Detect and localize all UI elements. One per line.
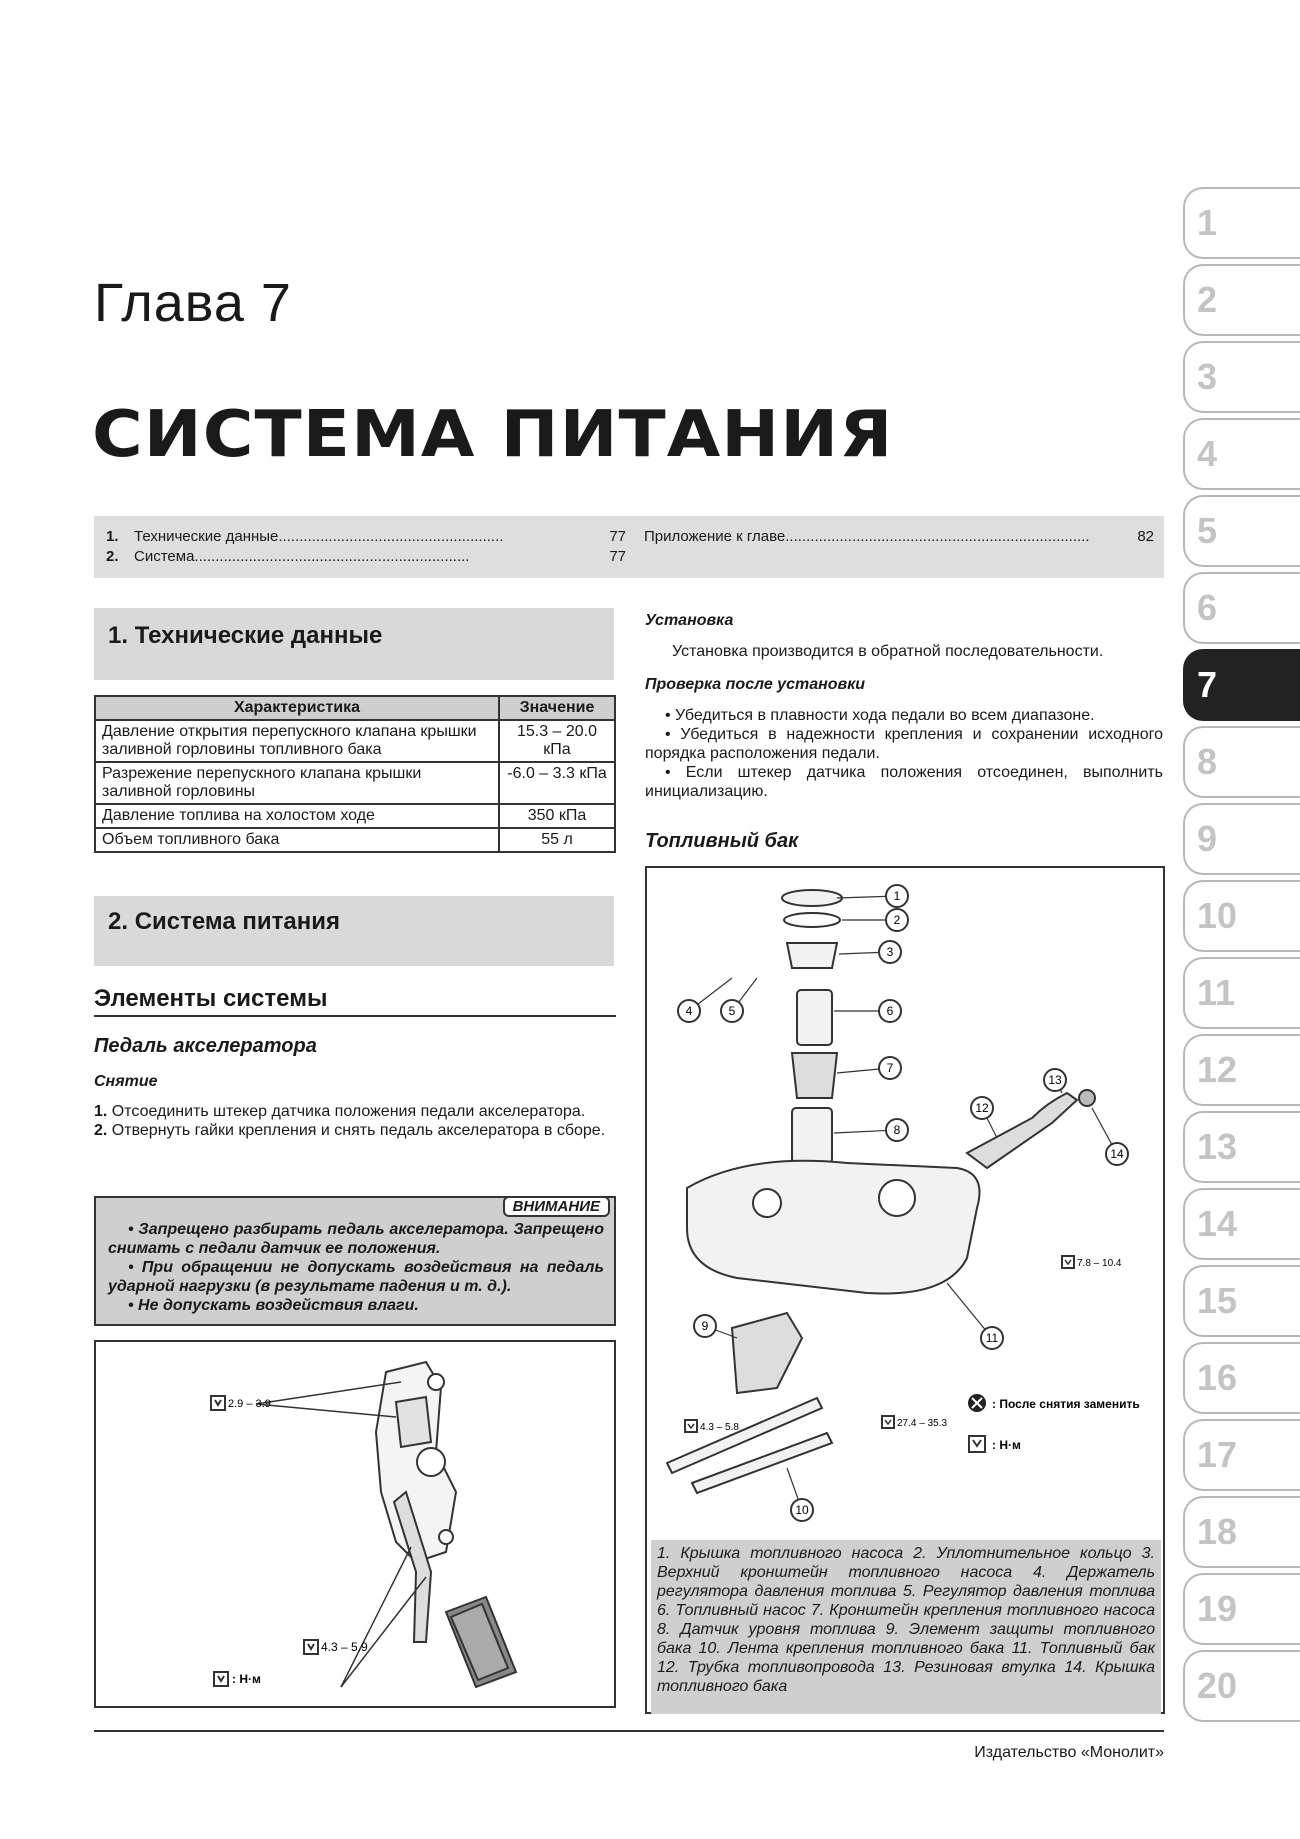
- removal-heading: Снятие: [94, 1073, 158, 1090]
- check-heading: Проверка после установки: [645, 676, 866, 693]
- tab-chapter-7[interactable]: 7: [1183, 649, 1300, 721]
- list-item: • Если штекер датчика положения отсоединен, выполнить инициализацию.: [645, 764, 1163, 800]
- check-list: [645, 706, 1163, 801]
- torque-unit-label: : Н·м: [232, 1672, 261, 1686]
- tab-chapter-16[interactable]: 16: [1183, 1342, 1300, 1414]
- warning-box: ВНИМАНИЕ • Запрещено разбирать педаль акселератора. Запрещено снимать с педали датчик ее положения. • При обращении не допускать воздействия на педаль ударной нагрузки (в результате падения и т. д.). • Не допускать воздействия влаги.: [94, 1196, 616, 1326]
- callout-number: 14: [1110, 1147, 1124, 1161]
- tab-chapter-14[interactable]: 14: [1183, 1188, 1300, 1260]
- callout-number: 2: [893, 913, 901, 927]
- fuel-tank-figure: [645, 866, 1165, 1714]
- callout-number: 3: [886, 945, 894, 959]
- callout-number: 6: [886, 1004, 894, 1018]
- torque-label-bottom: 4.3 – 5.9: [321, 1640, 368, 1654]
- tab-chapter-10[interactable]: 10: [1183, 880, 1300, 952]
- list-item: • Убедиться в надежности крепления и сохранении исходного порядка расположения педали.: [645, 726, 1163, 762]
- callout-number: 9: [701, 1319, 709, 1333]
- footer-publisher: Издательство «Монолит»: [974, 1744, 1164, 1761]
- toc-item[interactable]: Приложение к главе......................................................................... 82: [644, 528, 1154, 545]
- list-item: 1. Отсоединить штекер датчика положения педали акселератора.: [94, 1103, 586, 1120]
- section-2-header: 2. Система питания: [94, 896, 614, 966]
- page-title: СИСТЕМА ПИТАНИЯ: [92, 398, 894, 472]
- torque-label: 4.3 – 5.8: [700, 1422, 739, 1433]
- table-of-contents: [94, 516, 1164, 578]
- tab-chapter-15[interactable]: 15: [1183, 1265, 1300, 1337]
- table-row: Объем топливного бака 55 л: [95, 828, 615, 852]
- tab-chapter-18[interactable]: 18: [1183, 1496, 1300, 1568]
- torque-icon: [214, 1672, 228, 1686]
- pedal-figure: [94, 1340, 616, 1708]
- torque-icon: [304, 1640, 318, 1654]
- callout-number: 8: [893, 1123, 901, 1137]
- removal-steps: [94, 1102, 616, 1140]
- callout-number: 4: [685, 1004, 693, 1018]
- callout-number: 1: [893, 889, 901, 903]
- list-item: 2. Отвернуть гайки крепления и снять педаль акселератора в сборе.: [94, 1122, 606, 1139]
- tab-chapter-1[interactable]: 1: [1183, 187, 1300, 259]
- footer-rule: [94, 1730, 1164, 1732]
- callout-number: 12: [975, 1101, 989, 1115]
- tab-chapter-12[interactable]: 12: [1183, 1034, 1300, 1106]
- tab-chapter-20[interactable]: 20: [1183, 1650, 1300, 1722]
- torque-label: 7.8 – 10.4: [1077, 1258, 1122, 1269]
- spec-table: Характеристика Значение Давление открытия перепускного клапана крышки заливной горловины топливного бака 15.3 – 20.0 кПа Разрежение перепускного клапана крышки заливной горловины -6.0 – 3.3 кПа Давление топлива на холостом ходе 350 кПа Объем топливного бака 55 л: [94, 695, 616, 853]
- section-1-header: 1. Технические данные: [94, 608, 614, 680]
- callout-number: 5: [728, 1004, 736, 1018]
- torque-icon: [882, 1416, 894, 1428]
- tab-chapter-8[interactable]: 8: [1183, 726, 1300, 798]
- tab-chapter-4[interactable]: 4: [1183, 418, 1300, 490]
- pedal-heading: Педаль акселератора: [94, 1035, 317, 1057]
- toc-item[interactable]: 2. Система.................................................................. 77: [106, 548, 626, 565]
- torque-label-top: 2.9 – 3.9: [228, 1398, 271, 1410]
- tab-chapter-19[interactable]: 19: [1183, 1573, 1300, 1645]
- heading-rule: [94, 1015, 616, 1017]
- elements-heading: Элементы системы: [94, 985, 328, 1012]
- replace-icon: [968, 1394, 986, 1412]
- callout-number: 7: [886, 1061, 894, 1075]
- replace-note: : После снятия заменить: [992, 1397, 1140, 1411]
- tab-chapter-5[interactable]: 5: [1183, 495, 1300, 567]
- pedal-diagram: [96, 1342, 614, 1706]
- torque-icon: [969, 1436, 985, 1452]
- tab-chapter-6[interactable]: 6: [1183, 572, 1300, 644]
- chapter-label: Глава 7: [94, 273, 292, 333]
- toc-item[interactable]: 1. Технические данные...................................................... 77: [106, 528, 626, 545]
- tab-chapter-17[interactable]: 17: [1183, 1419, 1300, 1491]
- install-text: Установка производится в обратной последовательности.: [672, 643, 1104, 660]
- tab-chapter-11[interactable]: 11: [1183, 957, 1300, 1029]
- install-heading: Установка: [645, 612, 734, 629]
- torque-label: 27.4 – 35.3: [897, 1418, 948, 1429]
- table-row: Разрежение перепускного клапана крышки заливной горловины -6.0 – 3.3 кПа: [95, 762, 615, 804]
- tab-chapter-13[interactable]: 13: [1183, 1111, 1300, 1183]
- warning-badge: ВНИМАНИЕ: [503, 1196, 610, 1217]
- torque-unit-label: : Н·м: [992, 1438, 1021, 1452]
- tab-chapter-3[interactable]: 3: [1183, 341, 1300, 413]
- callout-number: 11: [985, 1331, 999, 1345]
- tank-heading: Топливный бак: [645, 830, 799, 852]
- tab-chapter-2[interactable]: 2: [1183, 264, 1300, 336]
- torque-icon: [211, 1396, 225, 1410]
- tank-legend: 1. Крышка топливного насоса 2. Уплотнительное кольцо 3. Верхний кронштейн топливного насоса 4. Держатель регулятора давления топлива 5. Регулятор давления топлива 6. Топливный насос 7. Кронштейн крепления топливного насоса 8. Датчик уровня топлива 9. Элемент защиты топливного бака 10. Лента крепления топливного бака 11. Топливный бак 12. Трубка топливопровода 13. Резиновая втулка 14. Крышка топливного бака: [651, 1540, 1161, 1714]
- table-row: Давление топлива на холостом ходе 350 кПа: [95, 804, 615, 828]
- list-item: • Убедиться в плавности хода педали во всем диапазоне.: [665, 707, 1095, 724]
- torque-icon: [1062, 1256, 1074, 1268]
- callout-number: 10: [795, 1503, 809, 1517]
- tab-chapter-9[interactable]: 9: [1183, 803, 1300, 875]
- torque-icon: [685, 1420, 697, 1432]
- callout-number: 13: [1048, 1073, 1062, 1087]
- fuel-tank-diagram: [647, 868, 1163, 1538]
- table-row: Давление открытия перепускного клапана крышки заливной горловины топливного бака 15.3 – 20.0 кПа: [95, 720, 615, 762]
